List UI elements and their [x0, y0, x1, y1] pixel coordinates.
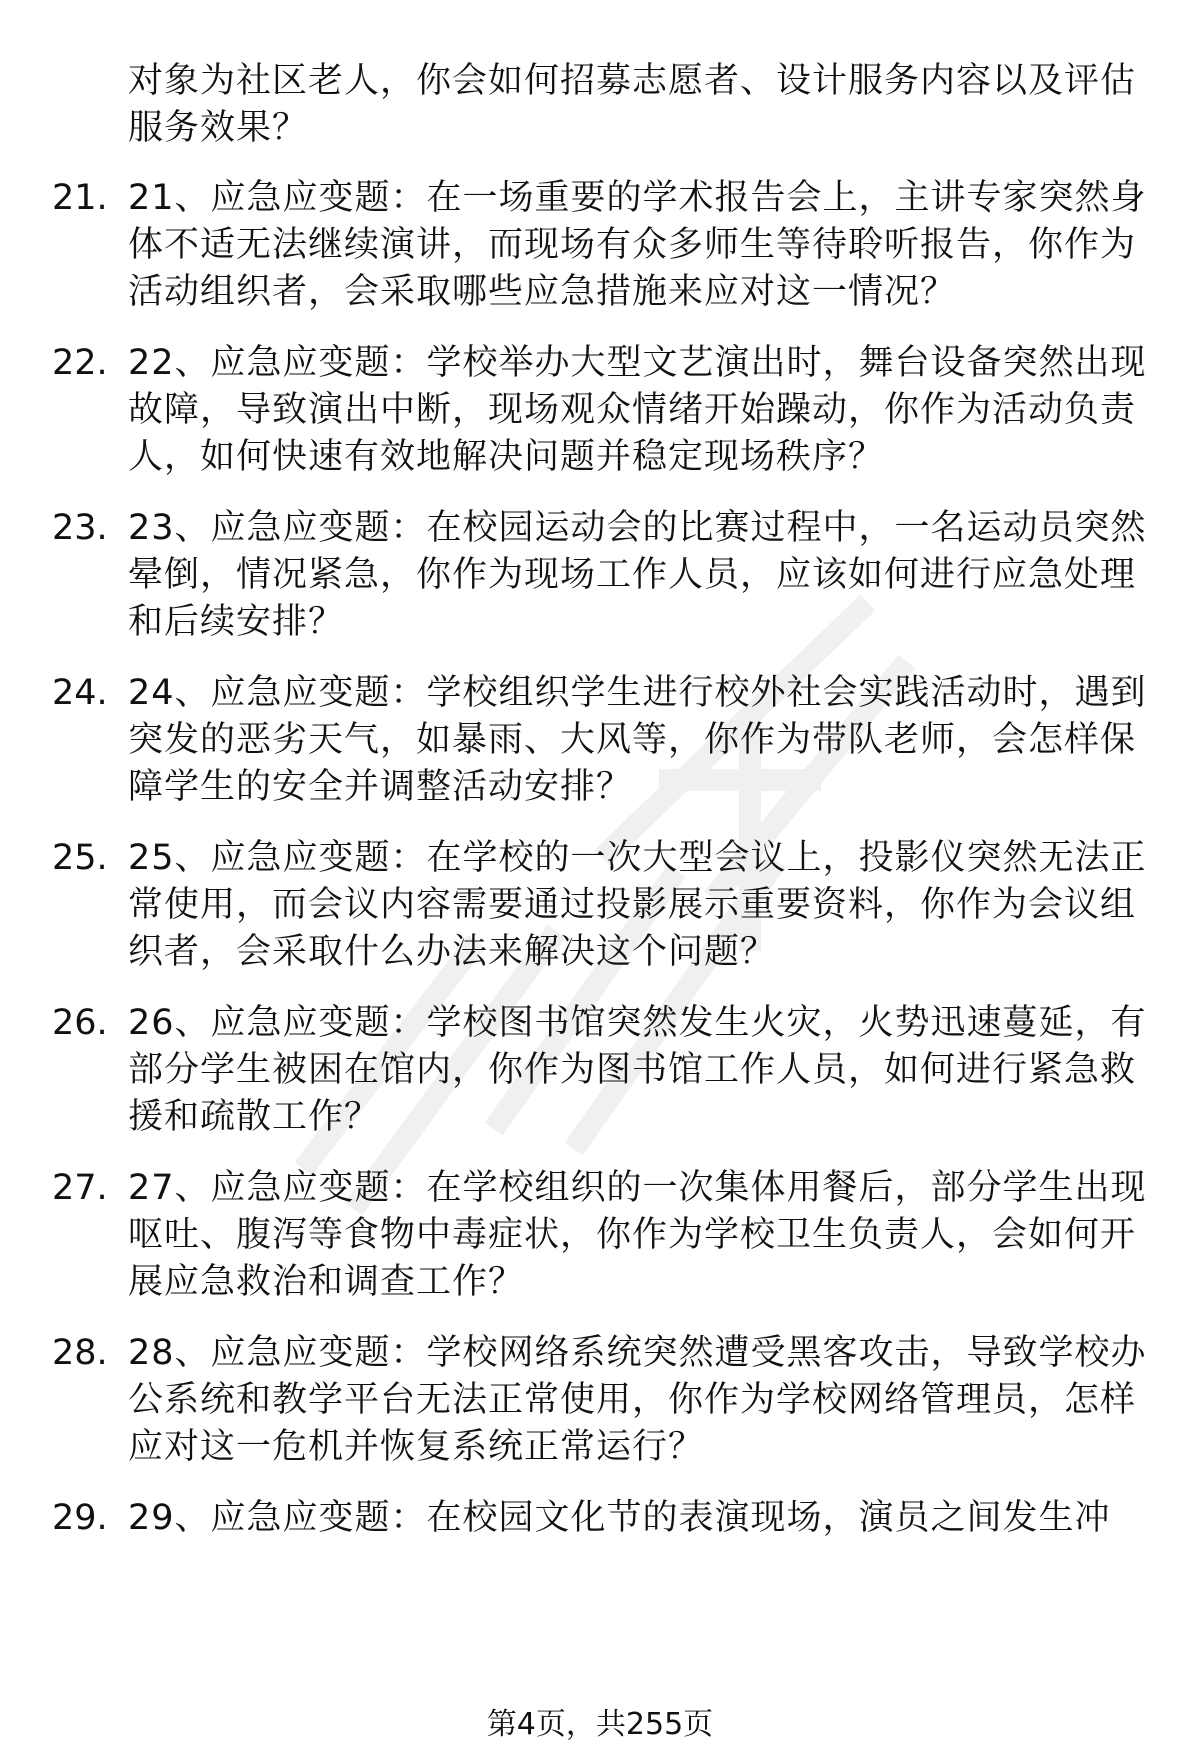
question-number: 27. [52, 1168, 108, 1208]
question-text: 22、应急应变题：学校举办大型文艺演出时，舞台设备突然出现故障，导致演出中断，现场观众情绪开始躁动，你作为活动负责人，如何快速有效地解决问题并稳定现场秩序？ [128, 343, 1147, 477]
question-text: 28、应急应变题：学校网络系统突然遭受黑客攻击，导致学校办公系统和教学平台无法正常使用，你作为学校网络管理员，怎样应对这一危机并恢复系统正常运行？ [128, 1333, 1147, 1467]
question-text: 23、应急应变题：在校园运动会的比赛过程中，一名运动员突然晕倒，情况紧急，你作为现场工作人员，应该如何进行应急处理和后续安排？ [128, 508, 1147, 642]
question-number: 23. [52, 508, 108, 548]
question-text: 27、应急应变题：在学校组织的一次集体用餐后，部分学生出现呕吐、腹泻等食物中毒症状，你作为学校卫生负责人，会如何开展应急救治和调查工作？ [128, 1168, 1147, 1302]
question-text: 24、应急应变题：学校组织学生进行校外社会实践活动时，遇到突发的恶劣天气，如暴雨、大风等，你作为带队老师，会怎样保障学生的安全并调整活动安排？ [128, 673, 1147, 807]
page-footer: 第4页，共255页 [486, 1707, 714, 1742]
question-text: 21、应急应变题：在一场重要的学术报告会上，主讲专家突然身体不适无法继续演讲，而现场有众多师生等待聆听报告，你作为活动组织者，会采取哪些应急措施来应对这一情况？ [128, 178, 1147, 312]
question-number: 29. [52, 1498, 108, 1538]
question-number: 24. [52, 673, 108, 713]
question-text: 29、应急应变题：在校园文化节的表演现场，演员之间发生冲 [128, 1498, 1111, 1538]
question-number: 25. [52, 838, 108, 878]
question-number: 21. [52, 178, 108, 218]
continuation-text: 对象为社区老人，你会如何招募志愿者、设计服务内容以及评估服务效果？ [128, 61, 1137, 148]
question-text: 25、应急应变题：在学校的一次大型会议上，投影仪突然无法正常使用，而会议内容需要通过投影展示重要资料，你作为会议组织者，会采取什么办法来解决这个问题？ [128, 838, 1147, 972]
question-number: 22. [52, 343, 108, 383]
question-number: 28. [52, 1333, 108, 1373]
question-number: 26. [52, 1003, 108, 1043]
question-text: 26、应急应变题：学校图书馆突然发生火灾，火势迅速蔓延，有部分学生被困在馆内，你作为图书馆工作人员，如何进行紧急救援和疏散工作？ [128, 1003, 1147, 1137]
